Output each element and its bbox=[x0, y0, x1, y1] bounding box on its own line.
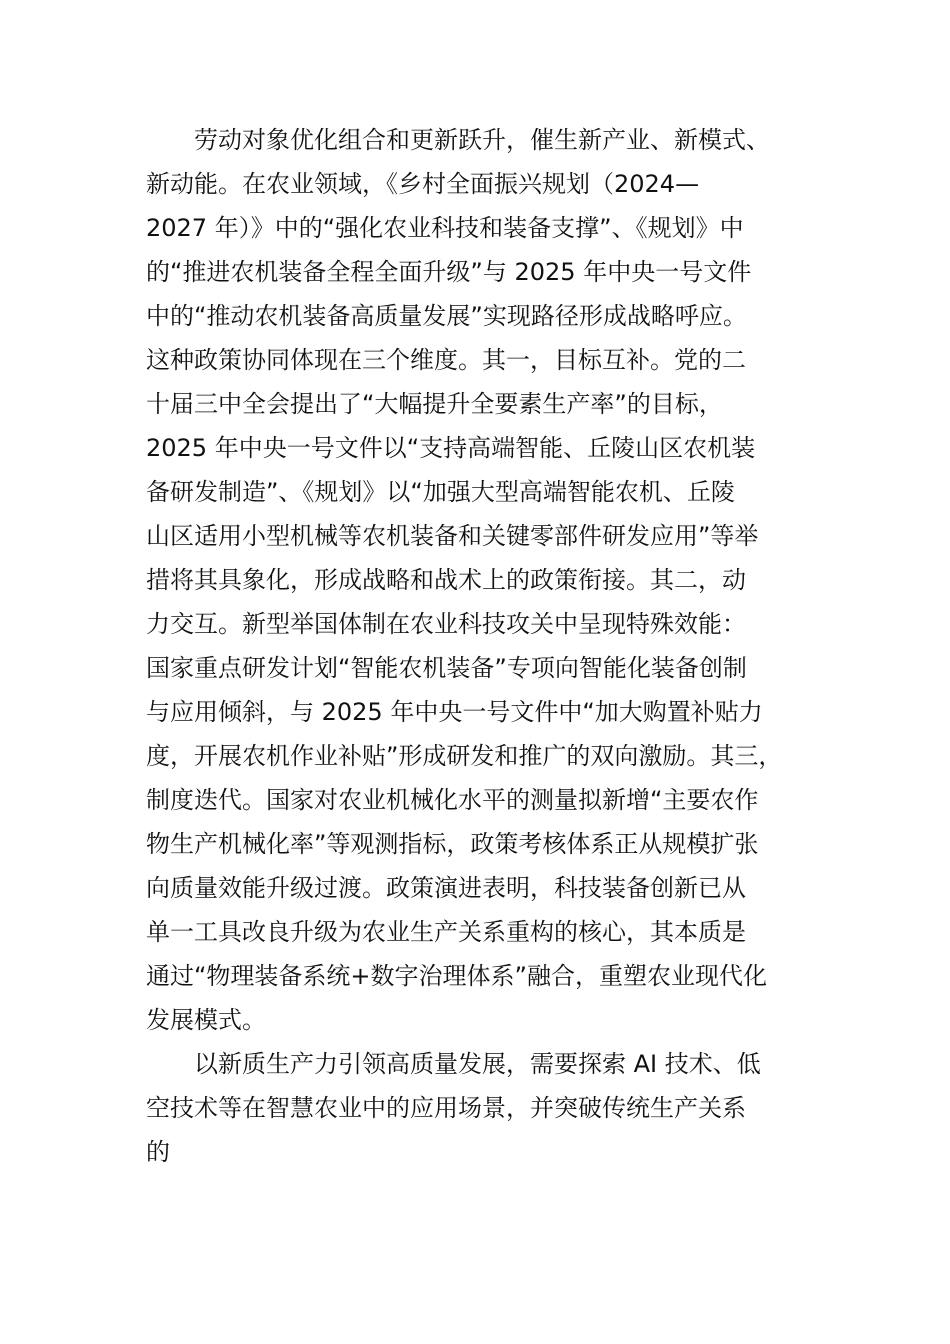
text-line: 劳动对象优化组合和更新跃升，催生新产业、新模式、 bbox=[194, 126, 770, 154]
text-line: 备研发制造”、《规划》以“加强大型高端智能农机、丘陵 bbox=[146, 478, 735, 506]
text-line: 单一工具改良升级为农业生产关系重构的核心，其本质是 bbox=[146, 918, 746, 946]
text-line: 力交互。新型举国体制在农业科技攻关中呈现特殊效能： bbox=[146, 610, 746, 638]
text-line: 十届三中全会提出了“大幅提升全要素生产率”的目标， bbox=[146, 390, 723, 418]
text-line: 新动能。在农业领域，《乡村全面振兴规划（2024— bbox=[146, 170, 700, 198]
text-line: 2025 年中央一号文件以“支持高端智能、丘陵山区农机装 bbox=[146, 434, 756, 462]
paragraph-2 bbox=[146, 1042, 836, 1174]
text-line: 以新质生产力引领高质量发展，需要探索 AI 技术、低 bbox=[194, 1050, 761, 1078]
paragraph-1 bbox=[146, 118, 836, 1042]
text-line: 2027 年）》中的“强化农业科技和装备支撑”、《规划》中 bbox=[146, 214, 744, 242]
text-line: 空技术等在智慧农业中的应用场景，并突破传统生产关系 bbox=[146, 1094, 746, 1122]
text-line: 物生产机械化率”等观测指标，政策考核体系正从规模扩张 bbox=[146, 830, 759, 858]
text-line: 这种政策协同体现在三个维度。其一，目标互补。党的二 bbox=[146, 346, 746, 374]
body-text bbox=[146, 118, 836, 1174]
text-line: 度，开展农机作业补贴”形成研发和推广的双向激励。其三， bbox=[146, 742, 783, 770]
text-line: 山区适用小型机械等农机装备和关键零部件研发应用”等举 bbox=[146, 522, 759, 550]
text-line: 通过“物理装备系统+数字治理体系”融合，重塑农业现代化 bbox=[146, 962, 767, 990]
text-line: 向质量效能升级过渡。政策演进表明，科技装备创新已从 bbox=[146, 874, 746, 902]
text-line: 中的“推动农机装备高质量发展”实现路径形成战略呼应。 bbox=[146, 302, 747, 330]
text-line: 制度迭代。国家对农业机械化水平的测量拟新增“主要农作 bbox=[146, 786, 759, 814]
text-line: 国家重点研发计划“智能农机装备”专项向智能化装备创制 bbox=[146, 654, 747, 682]
text-line: 与应用倾斜，与 2025 年中央一号文件中“加大购置补贴力 bbox=[146, 698, 763, 726]
text-line: 的“推进农机装备全程全面升级”与 2025 年中央一号文件 bbox=[146, 258, 752, 286]
text-line: 的 bbox=[146, 1138, 170, 1166]
text-line: 措将其具象化，形成战略和战术上的政策衔接。其二，动 bbox=[146, 566, 746, 594]
text-line: 发展模式。 bbox=[146, 1006, 266, 1034]
